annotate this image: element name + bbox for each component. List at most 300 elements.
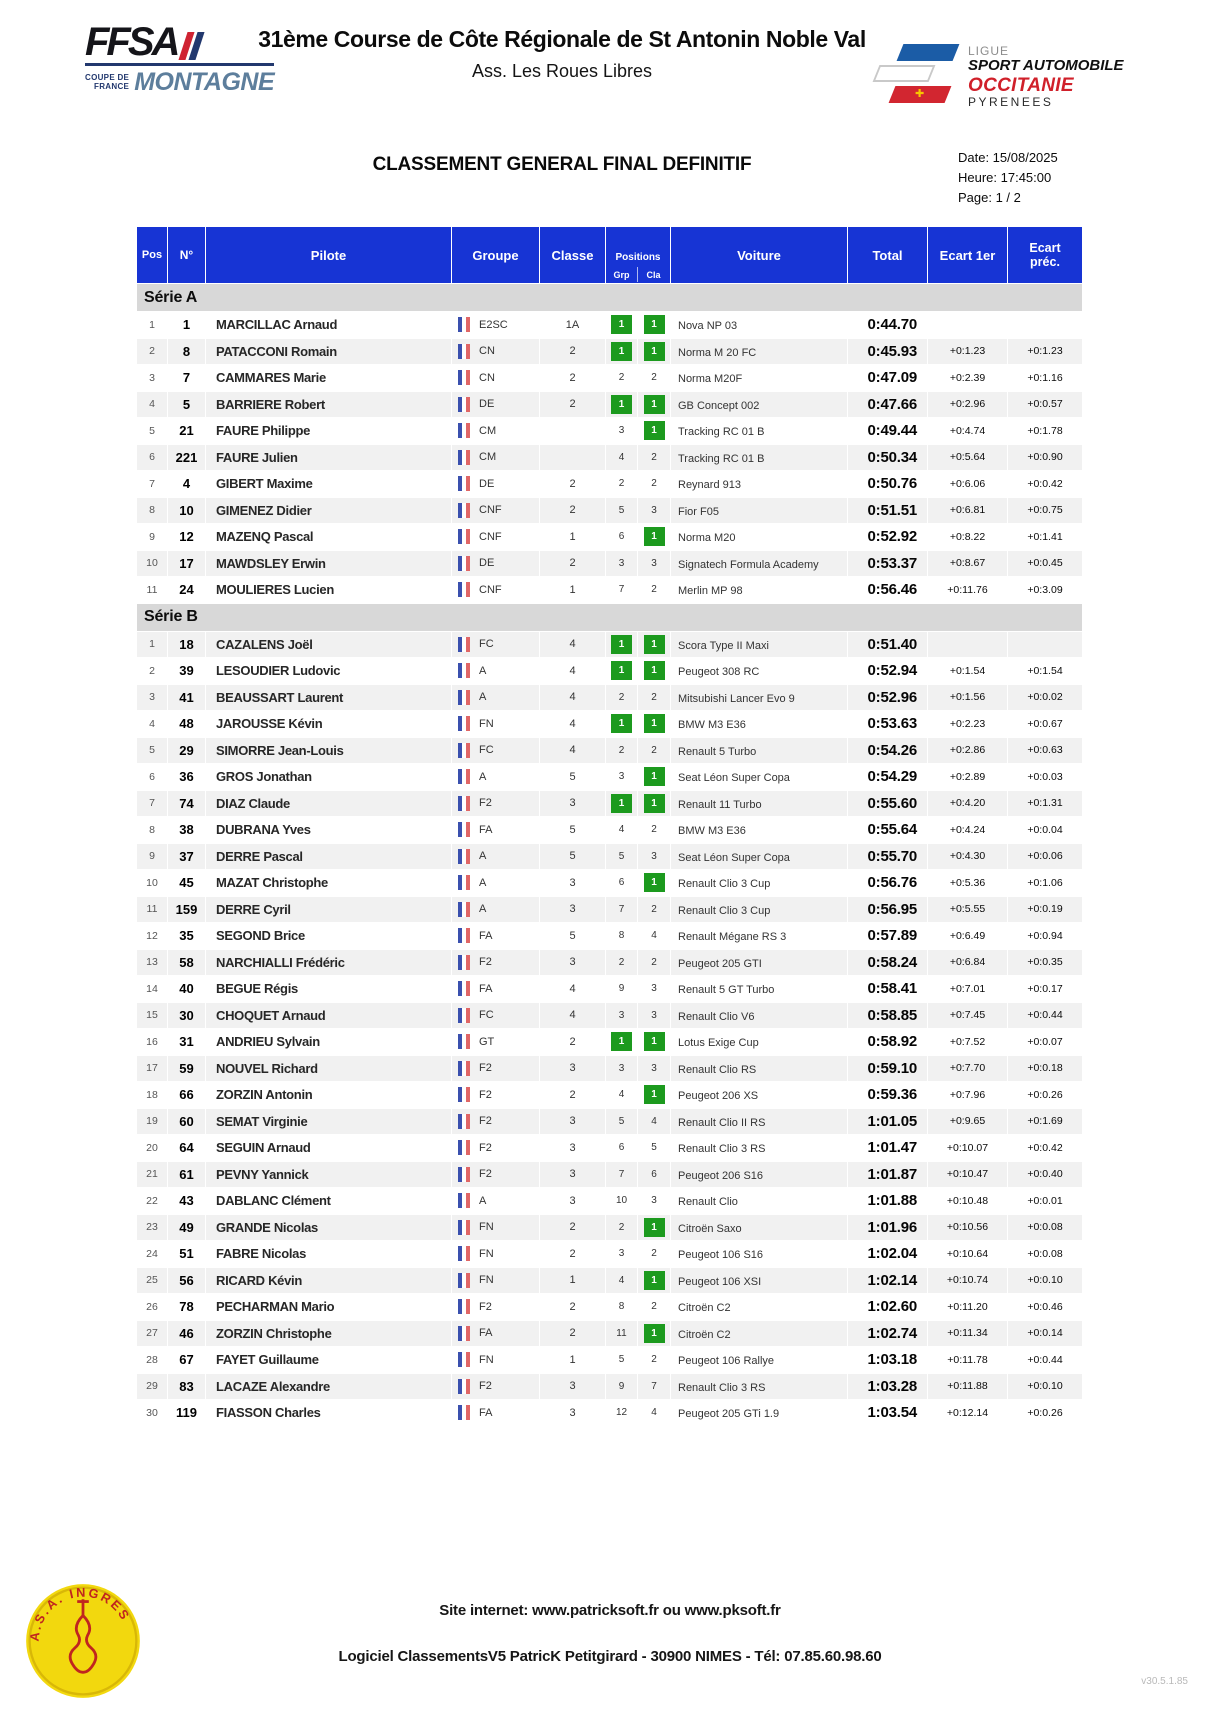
cell-voiture: Scora Type II Maxi bbox=[671, 632, 847, 658]
cell-pos: 11 bbox=[137, 897, 167, 923]
cell-num: 21 bbox=[168, 418, 205, 444]
first-place-badge: 1 bbox=[644, 714, 665, 733]
france-flag-icon bbox=[458, 503, 470, 518]
cell-total: 0:44.70 bbox=[848, 312, 927, 338]
cell-grp: 5 bbox=[606, 844, 637, 870]
cell-classe: 1 bbox=[540, 577, 605, 603]
result-row bbox=[137, 1215, 1082, 1241]
cell-num: 35 bbox=[168, 923, 205, 949]
cell-pos: 24 bbox=[137, 1241, 167, 1267]
cell-cla: 7 bbox=[638, 1374, 670, 1400]
cell-voiture: Renault Mégane RS 3 bbox=[671, 923, 847, 949]
first-place-badge: 1 bbox=[644, 1218, 665, 1237]
cell-groupe: FN bbox=[452, 1347, 539, 1373]
cell-ecartp: +0:0.14 bbox=[1008, 1321, 1082, 1347]
cell-ecart1: +0:5.36 bbox=[928, 870, 1007, 896]
cell-pos: 2 bbox=[137, 658, 167, 684]
cell-ecart1: +0:2.23 bbox=[928, 711, 1007, 737]
cell-ecart1: +0:2.89 bbox=[928, 764, 1007, 790]
result-row bbox=[137, 658, 1082, 684]
cell-ecartp: +0:0.44 bbox=[1008, 1003, 1082, 1029]
cell-total: 1:03.54 bbox=[848, 1400, 927, 1426]
cell-ecartp: +0:0.18 bbox=[1008, 1056, 1082, 1082]
cell-pilote: SIMORRE Jean-Louis bbox=[206, 738, 451, 764]
cell-ecartp: +0:0.46 bbox=[1008, 1294, 1082, 1320]
cell-classe: 3 bbox=[540, 870, 605, 896]
cell-cla: 3 bbox=[638, 844, 670, 870]
col-header-voiture: Voiture bbox=[671, 227, 847, 283]
cell-pilote: FAYET Guillaume bbox=[206, 1347, 451, 1373]
cell-ecart1: +0:12.14 bbox=[928, 1400, 1007, 1426]
first-place-badge: 1 bbox=[644, 794, 665, 813]
document-title: CLASSEMENT GENERAL FINAL DEFINITIF bbox=[372, 154, 752, 175]
france-flag-icon bbox=[458, 1299, 470, 1314]
cell-cla bbox=[638, 312, 670, 338]
document-meta bbox=[958, 148, 1058, 208]
cell-ecart1: +0:2.39 bbox=[928, 365, 1007, 391]
cell-ecartp: +0:1.41 bbox=[1008, 524, 1082, 550]
cell-grp: 10 bbox=[606, 1188, 637, 1214]
cell-ecartp: +0:0.90 bbox=[1008, 445, 1082, 471]
col-header-total: Total bbox=[848, 227, 927, 283]
cell-ecartp: +0:0.04 bbox=[1008, 817, 1082, 843]
cell-total: 0:51.40 bbox=[848, 632, 927, 658]
cell-classe bbox=[540, 418, 605, 444]
cell-pos: 9 bbox=[137, 524, 167, 550]
france-flag-icon bbox=[458, 769, 470, 784]
cell-cla bbox=[638, 392, 670, 418]
cell-groupe: F2 bbox=[452, 1162, 539, 1188]
cell-num: 37 bbox=[168, 844, 205, 870]
cell-grp: 4 bbox=[606, 1082, 637, 1108]
cell-voiture: GB Concept 002 bbox=[671, 392, 847, 418]
cell-ecartp: +0:0.63 bbox=[1008, 738, 1082, 764]
result-row bbox=[137, 312, 1082, 338]
cell-classe: 3 bbox=[540, 1109, 605, 1135]
result-row bbox=[137, 632, 1082, 658]
cell-ecartp: +0:0.42 bbox=[1008, 1135, 1082, 1161]
france-flag-icon bbox=[458, 637, 470, 652]
cell-grp: 2 bbox=[606, 685, 637, 711]
cell-ecartp: +0:0.08 bbox=[1008, 1241, 1082, 1267]
cell-total: 0:54.29 bbox=[848, 764, 927, 790]
cell-total: 1:01.47 bbox=[848, 1135, 927, 1161]
cell-classe: 2 bbox=[540, 339, 605, 365]
cell-num: 31 bbox=[168, 1029, 205, 1055]
result-row bbox=[137, 551, 1082, 577]
cell-groupe: GT bbox=[452, 1029, 539, 1055]
cell-total: 1:03.28 bbox=[848, 1374, 927, 1400]
cell-grp: 3 bbox=[606, 551, 637, 577]
first-place-badge: 1 bbox=[611, 794, 632, 813]
cell-pilote: JAROUSSE Kévin bbox=[206, 711, 451, 737]
france-flag-icon bbox=[458, 796, 470, 811]
cell-total: 0:49.44 bbox=[848, 418, 927, 444]
cell-classe: 4 bbox=[540, 632, 605, 658]
result-row bbox=[137, 1029, 1082, 1055]
cell-ecart1: +0:4.74 bbox=[928, 418, 1007, 444]
france-flag-icon bbox=[458, 317, 470, 332]
cell-pos: 23 bbox=[137, 1215, 167, 1241]
cell-voiture: Citroën C2 bbox=[671, 1294, 847, 1320]
cell-cla: 3 bbox=[638, 1003, 670, 1029]
cell-ecartp: +0:1.06 bbox=[1008, 870, 1082, 896]
cell-num: 17 bbox=[168, 551, 205, 577]
cell-voiture: BMW M3 E36 bbox=[671, 817, 847, 843]
ligue-label: LIGUE bbox=[968, 43, 1010, 58]
cell-classe: 3 bbox=[540, 1135, 605, 1161]
france-flag-icon bbox=[458, 955, 470, 970]
cell-voiture: Peugeot 206 S16 bbox=[671, 1162, 847, 1188]
cell-grp bbox=[606, 791, 637, 817]
cell-ecart1 bbox=[928, 312, 1007, 338]
cell-groupe: CN bbox=[452, 339, 539, 365]
cell-pos: 12 bbox=[137, 923, 167, 949]
cell-grp: 9 bbox=[606, 1374, 637, 1400]
version-label: v30.5.1.85 bbox=[1141, 1676, 1188, 1687]
cell-cla bbox=[638, 418, 670, 444]
cell-num: 8 bbox=[168, 339, 205, 365]
cell-ecart1: +0:1.23 bbox=[928, 339, 1007, 365]
cell-cla bbox=[638, 1082, 670, 1108]
cell-pilote: PECHARMAN Mario bbox=[206, 1294, 451, 1320]
occitanie-label: OCCITANIE bbox=[968, 74, 1074, 96]
cell-ecartp: +0:0.08 bbox=[1008, 1215, 1082, 1241]
cell-num: 4 bbox=[168, 471, 205, 497]
cell-ecart1: +0:9.65 bbox=[928, 1109, 1007, 1135]
cell-ecart1: +0:8.22 bbox=[928, 524, 1007, 550]
cell-num: 56 bbox=[168, 1268, 205, 1294]
france-flag-icon bbox=[458, 822, 470, 837]
cell-ecartp: +0:0.26 bbox=[1008, 1082, 1082, 1108]
cell-pilote: CAZALENS Joël bbox=[206, 632, 451, 658]
cell-ecartp: +0:0.44 bbox=[1008, 1347, 1082, 1373]
cell-voiture: Peugeot 308 RC bbox=[671, 658, 847, 684]
result-row bbox=[137, 870, 1082, 896]
cell-groupe: A bbox=[452, 897, 539, 923]
cell-num: 58 bbox=[168, 950, 205, 976]
result-row bbox=[137, 1321, 1082, 1347]
cell-num: 7 bbox=[168, 365, 205, 391]
cell-num: 60 bbox=[168, 1109, 205, 1135]
cell-ecart1: +0:11.76 bbox=[928, 577, 1007, 603]
cell-ecartp: +0:0.42 bbox=[1008, 471, 1082, 497]
cell-cla: 2 bbox=[638, 950, 670, 976]
cell-pos: 14 bbox=[137, 976, 167, 1002]
cell-total: 0:58.92 bbox=[848, 1029, 927, 1055]
table-header-row bbox=[137, 227, 1082, 283]
france-flag-icon bbox=[458, 1193, 470, 1208]
cell-pos: 19 bbox=[137, 1109, 167, 1135]
occitanie-parallelograms-icon bbox=[870, 38, 962, 116]
cell-grp: 6 bbox=[606, 524, 637, 550]
cell-total: 0:56.46 bbox=[848, 577, 927, 603]
cell-num: 83 bbox=[168, 1374, 205, 1400]
cell-voiture: Seat Léon Super Copa bbox=[671, 764, 847, 790]
col-header-grp: Grp bbox=[613, 269, 630, 280]
cell-ecartp bbox=[1008, 632, 1082, 658]
cell-total: 0:55.70 bbox=[848, 844, 927, 870]
cell-ecartp: +0:0.40 bbox=[1008, 1162, 1082, 1188]
result-row bbox=[137, 1135, 1082, 1161]
cell-num: 18 bbox=[168, 632, 205, 658]
cell-pilote: FAURE Julien bbox=[206, 445, 451, 471]
cell-voiture: Renault Clio V6 bbox=[671, 1003, 847, 1029]
cell-pos: 3 bbox=[137, 365, 167, 391]
cell-classe: 3 bbox=[540, 950, 605, 976]
cell-pos: 5 bbox=[137, 418, 167, 444]
cell-total: 1:01.05 bbox=[848, 1109, 927, 1135]
result-row bbox=[137, 1162, 1082, 1188]
cell-classe: 4 bbox=[540, 685, 605, 711]
cell-voiture: Peugeot 205 GTI bbox=[671, 950, 847, 976]
cell-pilote: NOUVEL Richard bbox=[206, 1056, 451, 1082]
first-place-badge: 1 bbox=[644, 395, 665, 414]
cell-num: 29 bbox=[168, 738, 205, 764]
cell-pos: 9 bbox=[137, 844, 167, 870]
cell-grp: 2 bbox=[606, 1215, 637, 1241]
cell-pos: 1 bbox=[137, 632, 167, 658]
cell-classe: 1 bbox=[540, 1268, 605, 1294]
cell-ecartp: +0:0.07 bbox=[1008, 1029, 1082, 1055]
result-row bbox=[137, 471, 1082, 497]
svg-text:A.S.A. INGRES: A.S.A. INGRES bbox=[26, 1584, 134, 1643]
cell-grp: 3 bbox=[606, 1056, 637, 1082]
cell-groupe: CM bbox=[452, 445, 539, 471]
cell-classe: 5 bbox=[540, 844, 605, 870]
cell-pilote: GIMENEZ Didier bbox=[206, 498, 451, 524]
france-flag-icon bbox=[458, 423, 470, 438]
cell-classe: 2 bbox=[540, 1321, 605, 1347]
cell-total: 0:47.66 bbox=[848, 392, 927, 418]
result-row bbox=[137, 711, 1082, 737]
cell-total: 1:01.88 bbox=[848, 1188, 927, 1214]
cell-pilote: GROS Jonathan bbox=[206, 764, 451, 790]
cell-groupe: A bbox=[452, 685, 539, 711]
cell-num: 48 bbox=[168, 711, 205, 737]
cell-grp bbox=[606, 658, 637, 684]
france-flag-icon bbox=[458, 1140, 470, 1155]
cell-voiture: BMW M3 E36 bbox=[671, 711, 847, 737]
cell-grp: 3 bbox=[606, 1003, 637, 1029]
cell-classe: 2 bbox=[540, 471, 605, 497]
cell-classe: 3 bbox=[540, 1400, 605, 1426]
montagne-label: MONTAGNE bbox=[134, 68, 275, 96]
cell-num: 5 bbox=[168, 392, 205, 418]
cell-ecartp: +0:0.06 bbox=[1008, 844, 1082, 870]
cell-classe: 4 bbox=[540, 1003, 605, 1029]
france-flag-icon bbox=[458, 716, 470, 731]
cell-ecart1: +0:6.81 bbox=[928, 498, 1007, 524]
cell-num: 46 bbox=[168, 1321, 205, 1347]
cell-pos: 17 bbox=[137, 1056, 167, 1082]
result-row bbox=[137, 791, 1082, 817]
cell-num: 10 bbox=[168, 498, 205, 524]
cell-grp: 2 bbox=[606, 950, 637, 976]
cell-classe: 2 bbox=[540, 1241, 605, 1267]
cell-classe: 2 bbox=[540, 551, 605, 577]
cell-num: 221 bbox=[168, 445, 205, 471]
cell-pilote: SEMAT Virginie bbox=[206, 1109, 451, 1135]
france-flag-icon bbox=[458, 1087, 470, 1102]
cell-ecart1: +0:4.30 bbox=[928, 844, 1007, 870]
result-row bbox=[137, 1003, 1082, 1029]
cell-num: 1 bbox=[168, 312, 205, 338]
cell-pos: 15 bbox=[137, 1003, 167, 1029]
cell-num: 40 bbox=[168, 976, 205, 1002]
cell-voiture: Merlin MP 98 bbox=[671, 577, 847, 603]
cell-ecart1: +0:10.48 bbox=[928, 1188, 1007, 1214]
cell-cla: 3 bbox=[638, 1188, 670, 1214]
result-row bbox=[137, 498, 1082, 524]
result-row bbox=[137, 1400, 1082, 1426]
cell-groupe: FA bbox=[452, 976, 539, 1002]
france-flag-icon bbox=[458, 981, 470, 996]
cell-groupe: FC bbox=[452, 738, 539, 764]
cell-num: 43 bbox=[168, 1188, 205, 1214]
cell-grp: 4 bbox=[606, 1268, 637, 1294]
cell-classe: 4 bbox=[540, 976, 605, 1002]
cell-pilote: GIBERT Maxime bbox=[206, 471, 451, 497]
france-flag-icon bbox=[458, 663, 470, 678]
cell-classe: 2 bbox=[540, 1294, 605, 1320]
site-internet-line: Site internet: www.patricksoft.fr ou www.pksoft.fr bbox=[439, 1602, 781, 1619]
cell-voiture: Renault Clio 3 Cup bbox=[671, 870, 847, 896]
first-place-badge: 1 bbox=[611, 342, 632, 361]
first-place-badge: 1 bbox=[611, 661, 632, 680]
cell-num: 61 bbox=[168, 1162, 205, 1188]
pyrenees-label: PYRENEES bbox=[968, 95, 1054, 110]
cell-ecart1: +0:10.74 bbox=[928, 1268, 1007, 1294]
cell-classe: 2 bbox=[540, 1082, 605, 1108]
cell-groupe: FN bbox=[452, 1215, 539, 1241]
cell-cla bbox=[638, 870, 670, 896]
cell-grp: 6 bbox=[606, 1135, 637, 1161]
cell-cla: 2 bbox=[638, 1347, 670, 1373]
france-flag-icon bbox=[458, 743, 470, 758]
france-flag-icon bbox=[458, 1008, 470, 1023]
ffsa-wordmark: FFSA bbox=[85, 20, 178, 64]
col-header-pilote: Pilote bbox=[206, 227, 451, 283]
cell-pilote: DABLANC Clément bbox=[206, 1188, 451, 1214]
cell-total: 0:58.85 bbox=[848, 1003, 927, 1029]
cell-pilote: FAURE Philippe bbox=[206, 418, 451, 444]
cell-ecart1: +0:7.45 bbox=[928, 1003, 1007, 1029]
cell-pilote: DERRE Pascal bbox=[206, 844, 451, 870]
cell-total: 0:56.76 bbox=[848, 870, 927, 896]
cell-num: 36 bbox=[168, 764, 205, 790]
cell-num: 78 bbox=[168, 1294, 205, 1320]
france-flag-icon bbox=[458, 1114, 470, 1129]
cell-ecartp: +0:1.69 bbox=[1008, 1109, 1082, 1135]
date-label: Date: 15/08/2025 bbox=[958, 150, 1058, 165]
france-flag-icon bbox=[458, 1246, 470, 1261]
software-credit-line: Logiciel ClassementsV5 PatricK Petitgirard - 30900 NIMES - Tél: 07.85.60.98.60 bbox=[338, 1648, 882, 1665]
cell-pos: 1 bbox=[137, 312, 167, 338]
cell-ecartp: +0:0.19 bbox=[1008, 897, 1082, 923]
cell-groupe: FN bbox=[452, 711, 539, 737]
cell-cla: 3 bbox=[638, 976, 670, 1002]
result-row bbox=[137, 445, 1082, 471]
cell-cla bbox=[638, 764, 670, 790]
cell-pilote: MARCILLAC Arnaud bbox=[206, 312, 451, 338]
cell-grp bbox=[606, 1029, 637, 1055]
cell-total: 0:59.10 bbox=[848, 1056, 927, 1082]
cell-total: 1:02.60 bbox=[848, 1294, 927, 1320]
cell-cla: 2 bbox=[638, 1241, 670, 1267]
cell-total: 0:53.63 bbox=[848, 711, 927, 737]
cell-voiture: Tracking RC 01 B bbox=[671, 445, 847, 471]
cell-groupe: A bbox=[452, 658, 539, 684]
cell-voiture: Renault 5 GT Turbo bbox=[671, 976, 847, 1002]
cell-voiture: Peugeot 205 GTi 1.9 bbox=[671, 1400, 847, 1426]
first-place-badge: 1 bbox=[644, 873, 665, 892]
first-place-badge: 1 bbox=[644, 421, 665, 440]
cell-classe: 2 bbox=[540, 1215, 605, 1241]
cell-pilote: RICARD Kévin bbox=[206, 1268, 451, 1294]
cell-classe: 1 bbox=[540, 1347, 605, 1373]
cell-num: 159 bbox=[168, 897, 205, 923]
cell-grp: 7 bbox=[606, 577, 637, 603]
cell-grp: 7 bbox=[606, 897, 637, 923]
result-row bbox=[137, 1188, 1082, 1214]
cell-cla: 5 bbox=[638, 1135, 670, 1161]
france-flag-icon bbox=[458, 1405, 470, 1420]
cell-total: 0:58.24 bbox=[848, 950, 927, 976]
first-place-badge: 1 bbox=[644, 635, 665, 654]
cell-pos: 3 bbox=[137, 685, 167, 711]
cell-pos: 13 bbox=[137, 950, 167, 976]
cell-groupe: A bbox=[452, 764, 539, 790]
first-place-badge: 1 bbox=[644, 1271, 665, 1290]
cell-total: 0:55.64 bbox=[848, 817, 927, 843]
france-flag-icon bbox=[458, 1352, 470, 1367]
cell-cla bbox=[638, 632, 670, 658]
cell-pilote: FIASSON Charles bbox=[206, 1400, 451, 1426]
cell-classe: 3 bbox=[540, 1374, 605, 1400]
cell-grp bbox=[606, 632, 637, 658]
cell-total: 0:54.26 bbox=[848, 738, 927, 764]
result-row bbox=[137, 844, 1082, 870]
cell-num: 38 bbox=[168, 817, 205, 843]
cell-grp: 6 bbox=[606, 870, 637, 896]
cell-groupe: F2 bbox=[452, 1135, 539, 1161]
cell-groupe: CNF bbox=[452, 577, 539, 603]
cell-ecartp: +0:0.10 bbox=[1008, 1374, 1082, 1400]
cell-grp bbox=[606, 312, 637, 338]
cell-ecartp: +0:1.23 bbox=[1008, 339, 1082, 365]
cell-ecart1: +0:7.52 bbox=[928, 1029, 1007, 1055]
cell-pos: 4 bbox=[137, 392, 167, 418]
col-header-ecart-prec: Ecart préc. bbox=[1008, 227, 1082, 283]
cell-voiture: Peugeot 106 Rallye bbox=[671, 1347, 847, 1373]
cell-cla: 6 bbox=[638, 1162, 670, 1188]
france-flag-icon bbox=[458, 1220, 470, 1235]
asa-ingres-badge bbox=[25, 1583, 141, 1699]
cell-grp: 2 bbox=[606, 738, 637, 764]
cell-pos: 21 bbox=[137, 1162, 167, 1188]
cell-groupe: F2 bbox=[452, 1374, 539, 1400]
cell-groupe: F2 bbox=[452, 791, 539, 817]
col-header-classe: Classe bbox=[540, 227, 605, 283]
cell-grp: 8 bbox=[606, 923, 637, 949]
cell-groupe: DE bbox=[452, 551, 539, 577]
series-header: Série A bbox=[137, 284, 1082, 311]
france-flag-icon bbox=[458, 1167, 470, 1182]
col-header-positions: Positions Grp Cla bbox=[606, 227, 670, 283]
cell-num: 64 bbox=[168, 1135, 205, 1161]
cell-voiture: Nova NP 03 bbox=[671, 312, 847, 338]
